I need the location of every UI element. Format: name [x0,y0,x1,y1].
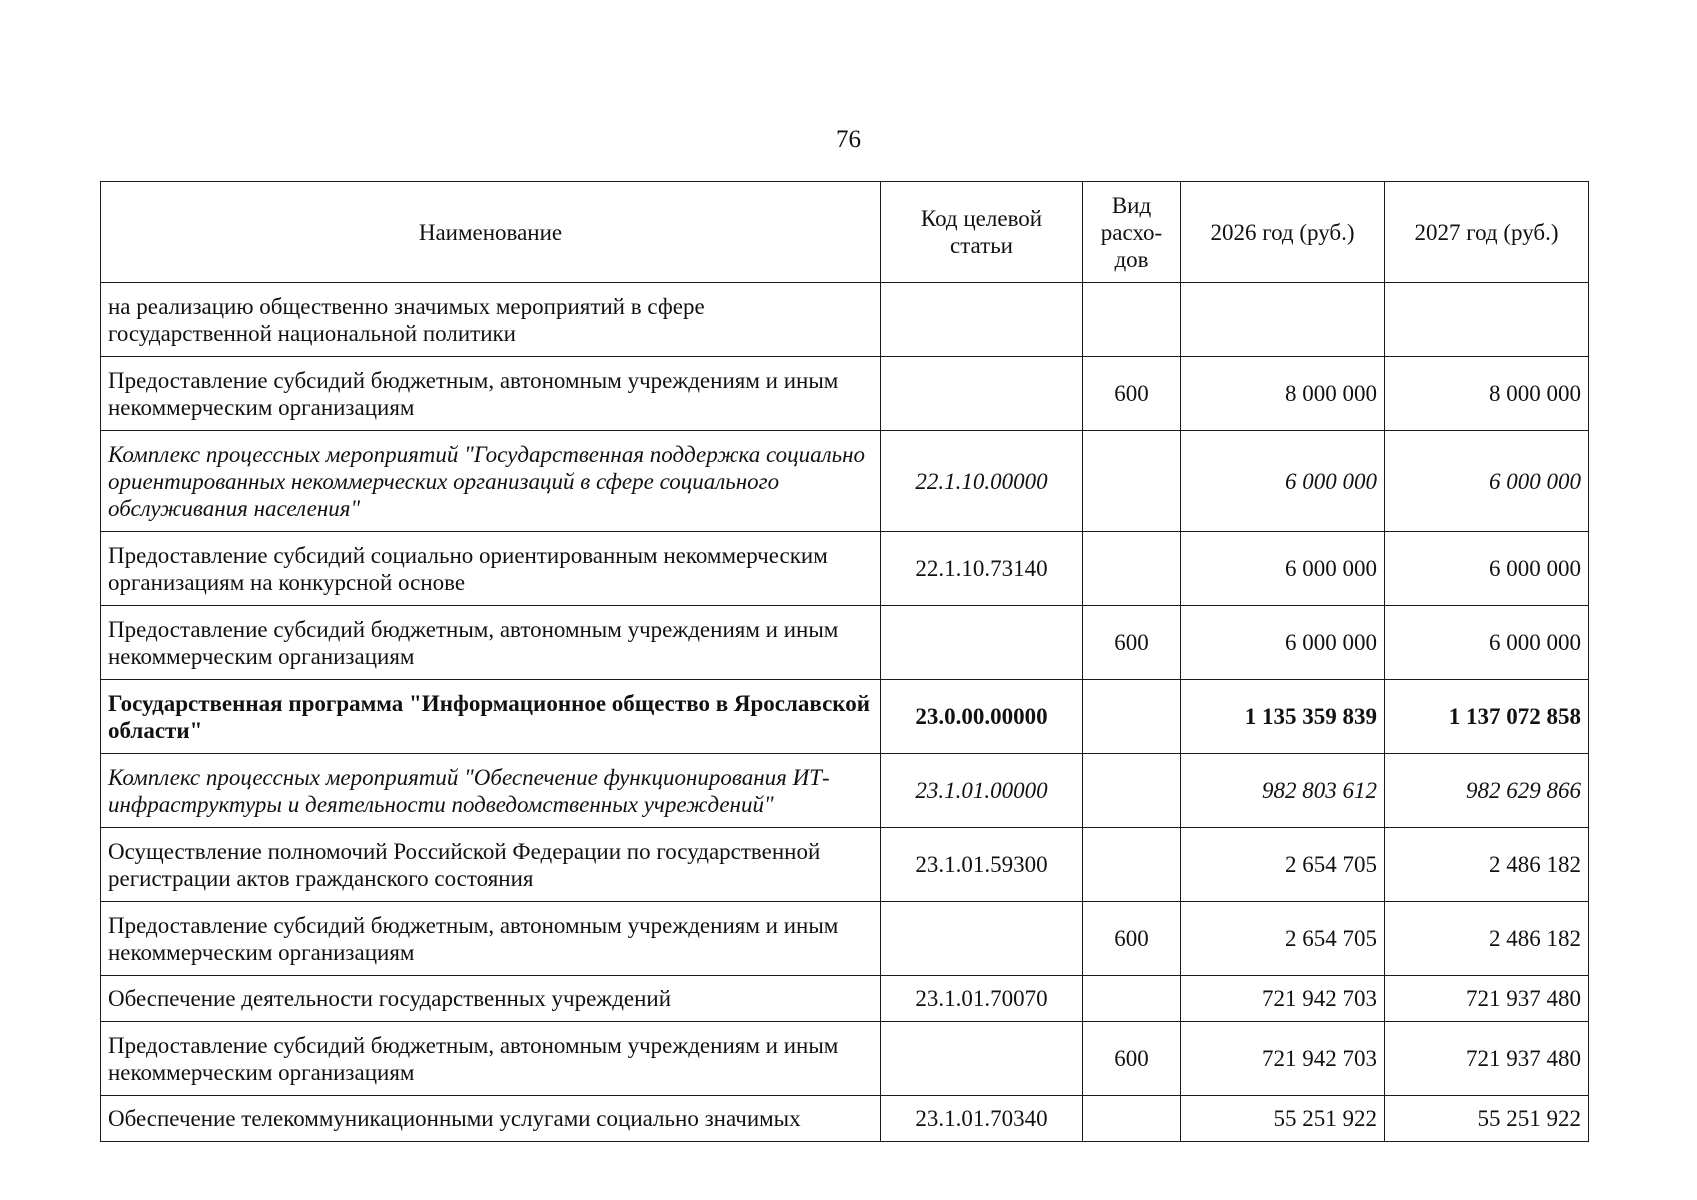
cell-2027: 982 629 866 [1385,754,1589,828]
cell-2026 [1181,283,1385,357]
table-row [101,680,1589,754]
cell-2027: 1 137 072 858 [1385,680,1589,754]
cell-2027: 6 000 000 [1385,532,1589,606]
table-row [101,828,1589,902]
cell-name: Комплекс процессных мероприятий "Обеспечение функционирования ИТ-инфраструктуры и деятельности подведомственных учреждений" [101,754,881,828]
cell-2027 [1385,283,1589,357]
table-row [101,976,1589,1022]
cell-name: Осуществление полномочий Российской Федерации по государственной регистрации актов гражданского состояния [101,828,881,902]
cell-kind: 600 [1083,1022,1181,1096]
table-row [101,902,1589,976]
cell-code: 23.1.01.70340 [881,1096,1083,1142]
cell-name: Обеспечение деятельности государственных учреждений [101,976,881,1022]
header-2027: 2027 год (руб.) [1385,182,1589,283]
cell-name: Предоставление субсидий бюджетным, автономным учреждениям и иным некоммерческим организациям [101,902,881,976]
cell-2026: 982 803 612 [1181,754,1385,828]
cell-2027: 6 000 000 [1385,606,1589,680]
cell-kind [1083,1096,1181,1142]
table-row [101,431,1589,532]
cell-code: 23.1.01.70070 [881,976,1083,1022]
page-number: 76 [836,126,861,153]
table-row [101,283,1589,357]
cell-2026: 8 000 000 [1181,357,1385,431]
cell-2026: 2 654 705 [1181,828,1385,902]
cell-code: 23.0.00.00000 [881,680,1083,754]
cell-2026: 721 942 703 [1181,976,1385,1022]
cell-name: Комплекс процессных мероприятий "Государственная поддержка социально ориентированных некоммерческих организаций в сфере социального обслуживания населения" [101,431,881,532]
cell-kind [1083,828,1181,902]
table-body [101,283,1589,1142]
cell-2027: 2 486 182 [1385,828,1589,902]
cell-code [881,1022,1083,1096]
table-row [101,1022,1589,1096]
cell-kind [1083,976,1181,1022]
cell-name: Предоставление субсидий социально ориентированным некоммерческим организациям на конкурсной основе [101,532,881,606]
cell-code [881,283,1083,357]
cell-2027: 721 937 480 [1385,976,1589,1022]
cell-2027: 55 251 922 [1385,1096,1589,1142]
cell-code: 23.1.01.59300 [881,828,1083,902]
cell-2027: 2 486 182 [1385,902,1589,976]
cell-code: 22.1.10.73140 [881,532,1083,606]
table-row [101,754,1589,828]
header-name: Наименование [101,182,881,283]
cell-name: на реализацию общественно значимых мероприятий в сфере государственной национальной политики [101,283,881,357]
cell-kind: 600 [1083,606,1181,680]
cell-name: Обеспечение телекоммуникационными услугами социально значимых [101,1096,881,1142]
cell-2027: 6 000 000 [1385,431,1589,532]
cell-code [881,606,1083,680]
cell-kind: 600 [1083,902,1181,976]
cell-kind [1083,680,1181,754]
cell-code [881,902,1083,976]
cell-2026: 6 000 000 [1181,606,1385,680]
cell-code [881,357,1083,431]
cell-2026: 55 251 922 [1181,1096,1385,1142]
cell-name: Предоставление субсидий бюджетным, автономным учреждениям и иным некоммерческим организациям [101,1022,881,1096]
header-kind: Вид расхо-дов [1083,182,1181,283]
cell-2026: 1 135 359 839 [1181,680,1385,754]
cell-2026: 6 000 000 [1181,532,1385,606]
cell-kind: 600 [1083,357,1181,431]
header-2026: 2026 год (руб.) [1181,182,1385,283]
cell-code: 23.1.01.00000 [881,754,1083,828]
table-row [101,532,1589,606]
cell-kind [1083,532,1181,606]
cell-kind [1083,283,1181,357]
table-row [101,606,1589,680]
cell-name: Государственная программа "Информационное общество в Ярославской области" [101,680,881,754]
cell-kind [1083,754,1181,828]
budget-table [100,181,1589,1142]
cell-kind [1083,431,1181,532]
cell-2026: 721 942 703 [1181,1022,1385,1096]
cell-name: Предоставление субсидий бюджетным, автономным учреждениям и иным некоммерческим организациям [101,606,881,680]
cell-name: Предоставление субсидий бюджетным, автономным учреждениям и иным некоммерческим организациям [101,357,881,431]
header-code: Код целевой статьи [881,182,1083,283]
table-row [101,357,1589,431]
cell-2026: 6 000 000 [1181,431,1385,532]
cell-2027: 721 937 480 [1385,1022,1589,1096]
header-row [101,182,1589,283]
cell-code: 22.1.10.00000 [881,431,1083,532]
cell-2026: 2 654 705 [1181,902,1385,976]
table-row [101,1096,1589,1142]
cell-2027: 8 000 000 [1385,357,1589,431]
